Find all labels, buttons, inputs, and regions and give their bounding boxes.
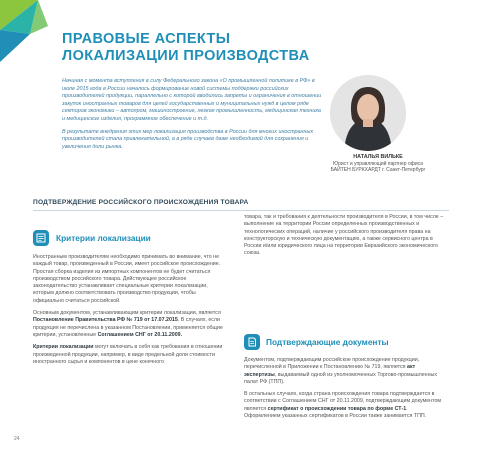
column-right-bottom <box>244 357 444 425</box>
text-run: В остальных случаях, когда страна происхождения товара подтверждается в соответствии с Соглашением СНГ от 20.11.2009, подтверждающим документом является <box>244 391 442 412</box>
text-run: , выдаваемый одной из уполномоченных Торгово-промышленных палат РФ (ТПП). <box>244 371 437 385</box>
lead-text <box>62 78 324 156</box>
expert-name: НАТАЛЬЯ ВИЛЬКЕ <box>353 154 403 160</box>
criteria-heading: Критерии локализации <box>56 233 151 243</box>
expert-caption <box>320 154 436 174</box>
text-run: . Оформлением указанных сертификатов в России также занимается ТПП. <box>244 405 427 420</box>
text-run: могут включать в себя как требования в отношении произведенной продукции, например, в виде предельной доли стоимости иностранного сырья и компонентов в цене конечного <box>33 344 223 365</box>
criteria-term: Критерии локализации <box>33 344 94 351</box>
lead-paragraph-2: В результате внедрения этих мер локализация производства в России для многих иностранных производителей стала привлекательной, а в ряде случаев даже необходимой для сохранения и увеличения доли рынка. <box>62 128 314 150</box>
section-heading: ПОДТВЕРЖДЕНИЕ РОССИЙСКОГО ПРОИСХОЖДЕНИЯ ТОВАРА <box>33 199 249 206</box>
documents-paragraph-2 <box>244 391 444 420</box>
expert-firm: БАЙТЕН БУРКХАРДТ г. Санкт-Петербург <box>330 167 426 173</box>
section-divider <box>33 210 449 211</box>
decorative-corner-graphic <box>0 0 60 80</box>
documents-heading: Подтверждающие документы <box>266 337 389 347</box>
page-number: 24 <box>14 436 20 442</box>
certificate-term: сертификат о происхождении товара по форме СТ-1 <box>267 405 407 412</box>
column-left <box>33 254 228 371</box>
text-run: Основным документом, устанавливающим критерии локализации, является <box>33 310 221 317</box>
text-run: Документом, подтверждающим российское происхождение продукции, перечисленной в Приложении к Постановлению № 719, является <box>244 357 420 371</box>
expert-photo <box>330 75 406 151</box>
criteria-paragraph-1: Иностранным производителям необходимо принимать во внимание, что не каждый товар, произведенный в России, имеет российское происхождение. Простая сборка изделия из импортных компонентов не будет считаться производством российского товара. Действующее российское законодательство устанавливает специальные критерии локализации, которым должно соответствовать производство продукции, чтобы официально считаться российской. <box>33 254 221 304</box>
text-run: . В случаях, если продукция не перечислена в указанном Постановлении, применяется общие критерии, установленные <box>33 317 223 338</box>
expertise-act-term: акт экспертизы <box>244 364 416 378</box>
cis-agreement-reference: Соглашением СНГ от 20.11.2009. <box>97 331 183 338</box>
documents-paragraph-1 <box>244 357 444 386</box>
column-right-top <box>244 214 444 263</box>
criteria-paragraph-3 <box>33 344 228 366</box>
criteria-icon <box>33 230 49 246</box>
expert-role: Юрист и управляющий партнер офиса <box>333 160 423 167</box>
documents-icon <box>244 334 260 350</box>
lead-paragraph-1: Начиная с момента вступления в силу Федерального закона «О промышленной политике в РФ» в июле 2015 года в России началось формирование новой системы поддержки российских производителей продукции, параллельно с которой вводились запреты и ограничения в отношении закупок иностранных товаров для целей государственных и муниципальных нужд в целом ряде секторов экономики – автопром, машиностроение, легкая промышленность, медицинская техника и медицинские изделия, программное обеспечение и т.д. <box>62 78 322 122</box>
column-right-paragraph: товара, так и требования к деятельности производителя в России, в том числе – выполнение на территории России определенных производственных и технологических операций, наличие у российского производителя права на конструкторскую и техническую документацию, а также сервисного центра в России и/или юридического лица на территории Евразийского экономического союза. <box>244 214 444 257</box>
page-title-line2: ЛОКАЛИЗАЦИИ ПРОИЗВОДСТВА <box>62 48 310 64</box>
criteria-paragraph-2 <box>33 310 228 339</box>
page-title <box>62 31 310 65</box>
decree-reference: Постановление Правительства РФ № 719 от 17.07.2015 <box>33 317 178 324</box>
page-title-line1: ПРАВОВЫЕ АСПЕКТЫ <box>62 31 231 47</box>
